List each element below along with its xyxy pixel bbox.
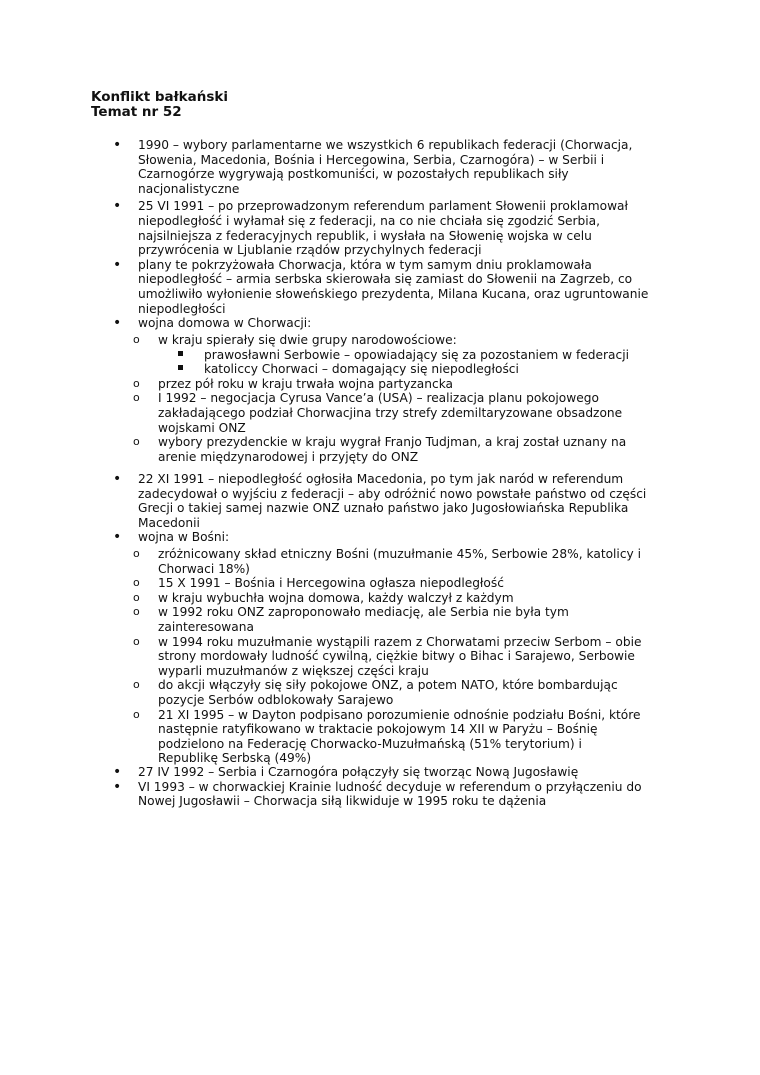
circle-bullet-icon: o [133,678,140,692]
sublist-item-text: wybory prezydenckie w kraju wygrał Franjo Tudjman, a kraj został uznany na arenie międzynarodowej i przyjęty do ONZ [158,435,627,464]
sublist-item [113,547,645,576]
sublist-item [113,591,645,606]
sublist-item-text: I 1992 – negocjacja Cyrusa Vance’a (USA) – realizacja planu pokojowego zakładającego podział Chorwacjina trzy strefy zdemiltaryzowane obsadzone wojskami ONZ [158,391,623,435]
list-item [0,780,670,809]
sublist-item [113,391,645,435]
sublist-item [113,377,645,392]
bullet-icon: • [113,529,122,546]
sub-sublist-item-text: katoliccy Chorwaci – domagający się niepodległości [204,362,519,377]
sublist-item [113,678,645,707]
bullet-icon: • [113,471,122,487]
bullet-icon: • [113,315,122,332]
sublist-item [113,435,645,464]
circle-bullet-icon: o [133,547,140,560]
bullet-list-final [0,765,760,809]
sublist-item-text: do akcji włączyły się siły pokojowe ONZ, a potem NATO, które bombardując pozycje Serbów odblokowały Sarajewo [158,678,618,707]
circle-bullet-icon: o [133,634,140,648]
circle-bullet-icon: o [133,605,140,619]
sublist-item [113,576,645,591]
document-subtitle: Temat nr 52 [91,104,182,120]
bullet-list-continued [0,472,760,545]
sublist-item-text: w kraju wybuchła wojna domowa, każdy walczył z każdym [158,590,514,605]
sub-sublist-item [113,362,673,377]
list-item-text: VI 1993 – w chorwackiej Krainie ludność decyduje w referendum o przyłączeniu do Nowej Jugosławii – Chorwacja siłą likwiduje w 1995 roku te dążenia [138,779,642,809]
circle-bullet-icon: o [133,707,140,721]
circle-bullet-icon: o [133,391,140,405]
bullet-icon: • [113,778,122,795]
sublist-item-text: 21 XI 1995 – w Dayton podpisano porozumienie odnośnie podziału Bośni, które następnie ratyfikowano w traktacie pokojowym 14 XII w Paryżu – Bośnię podzielono na Federację Chorwacko-Muzułmańską (51% terytorium) i Republikę Serbską (49%) [158,707,641,766]
list-item [0,258,670,316]
bullet-icon: • [113,764,122,780]
sub-sublist-item-text: prawosławni Serbowie – opowiadający się za pozostaniem w federacji [204,347,629,362]
sublist-bosnia [113,547,673,766]
list-item-text: plany te pokrzyżowała Chorwacja, która w tym samym dniu proklamowała niepodległość – armia serbska skierowała się zamiast do Słowenii na Zagrzeb, co umożliwiło wyłonienie słoweńskiego prezydenta, Milana Kucana, oraz ugruntowanie niepodległości [138,257,649,316]
square-bullet-icon [178,365,183,370]
list-item [0,765,670,780]
sublist-item-text: zróżnicowany skład etniczny Bośni (muzułmanie 45%, Serbowie 28%, katolicy i Chorwaci 18%) [158,547,641,576]
sublist-item-text: w kraju spierały się dwie grupy narodowościowe: [158,333,457,347]
sublist-item [113,605,645,634]
list-item-text: 25 VI 1991 – po przeprowadzonym referendum parlament Słowenii proklamował niepodległość i wyłamał się z federacji, na co nie chciała się zgodzić Serbia, najsilniejsza z federacyjnych republik, i wysłała na Słowenię wojska w celu przywrócenia w Ljublanie rządów przychylnych federacji [138,199,628,258]
sublist-item-text: 15 X 1991 – Bośnia i Hercegowina ogłasza niepodległość [158,576,504,591]
sublist-item-text: w 1994 roku muzułmanie wystąpili razem z Chorwatami przeciw Serbom – obie strony mordowały ludność cywilną, ciężkie bitwy o Bihac i Sarajewo, Serbowie wyparli muzułmanów z większej części kraju [158,634,642,678]
list-item-text: wojna w Bośni: [138,530,230,545]
bullet-icon: • [113,256,122,273]
list-item-text: wojna domowa w Chorwacji: [138,316,312,331]
list-item [0,472,670,530]
circle-bullet-icon: o [133,590,140,604]
list-item-text: 22 XI 1991 – niepodległość ogłosiła Macedonia, po tym jak naród w referendum zadecydował o wyjściu z federacji – aby odróżnić nowo powstałe państwo od części Grecji o takiej samej nazwie ONZ uznało państwo jako Jugosłowiańska Republika Macedonii [138,472,647,530]
list-item [0,316,670,331]
list-item [0,199,670,257]
bullet-icon: • [113,198,122,215]
list-item-text: 1990 – wybory parlamentarne we wszystkich 6 republikach federacji (Chorwacja, Słowenia, Macedonia, Bośnia i Hercegowina, Serbia, Czarnogóra) – w Serbii i Czarnogórze wygrywają postkomuniści, w pozostałych republikach siły nacjonalistyczne [138,138,633,196]
list-item-text: 27 IV 1992 – Serbia i Czarnogóra połączyły się tworząc Nową Jugosławię [138,765,579,779]
circle-bullet-icon: o [133,333,140,346]
list-item [0,530,670,545]
bullet-icon: • [113,137,122,153]
sublist-item-text: przez pół roku w kraju trwała wojna partyzancka [158,376,454,391]
sublist-item [113,635,645,679]
document-title: Konflikt bałkański [91,89,228,105]
circle-bullet-icon: o [133,435,140,449]
sublist-croatia [113,333,673,464]
circle-bullet-icon: o [133,376,140,390]
list-item [0,138,670,196]
circle-bullet-icon: o [133,576,140,590]
sublist-item [113,333,645,348]
sublist-item-text: w 1992 roku ONZ zaproponowało mediację, ale Serbia nie była tym zainteresowana [158,605,569,634]
square-bullet-icon [178,351,183,356]
bullet-list [0,138,760,331]
sublist-item [113,708,645,766]
sub-sublist-item [113,348,673,363]
